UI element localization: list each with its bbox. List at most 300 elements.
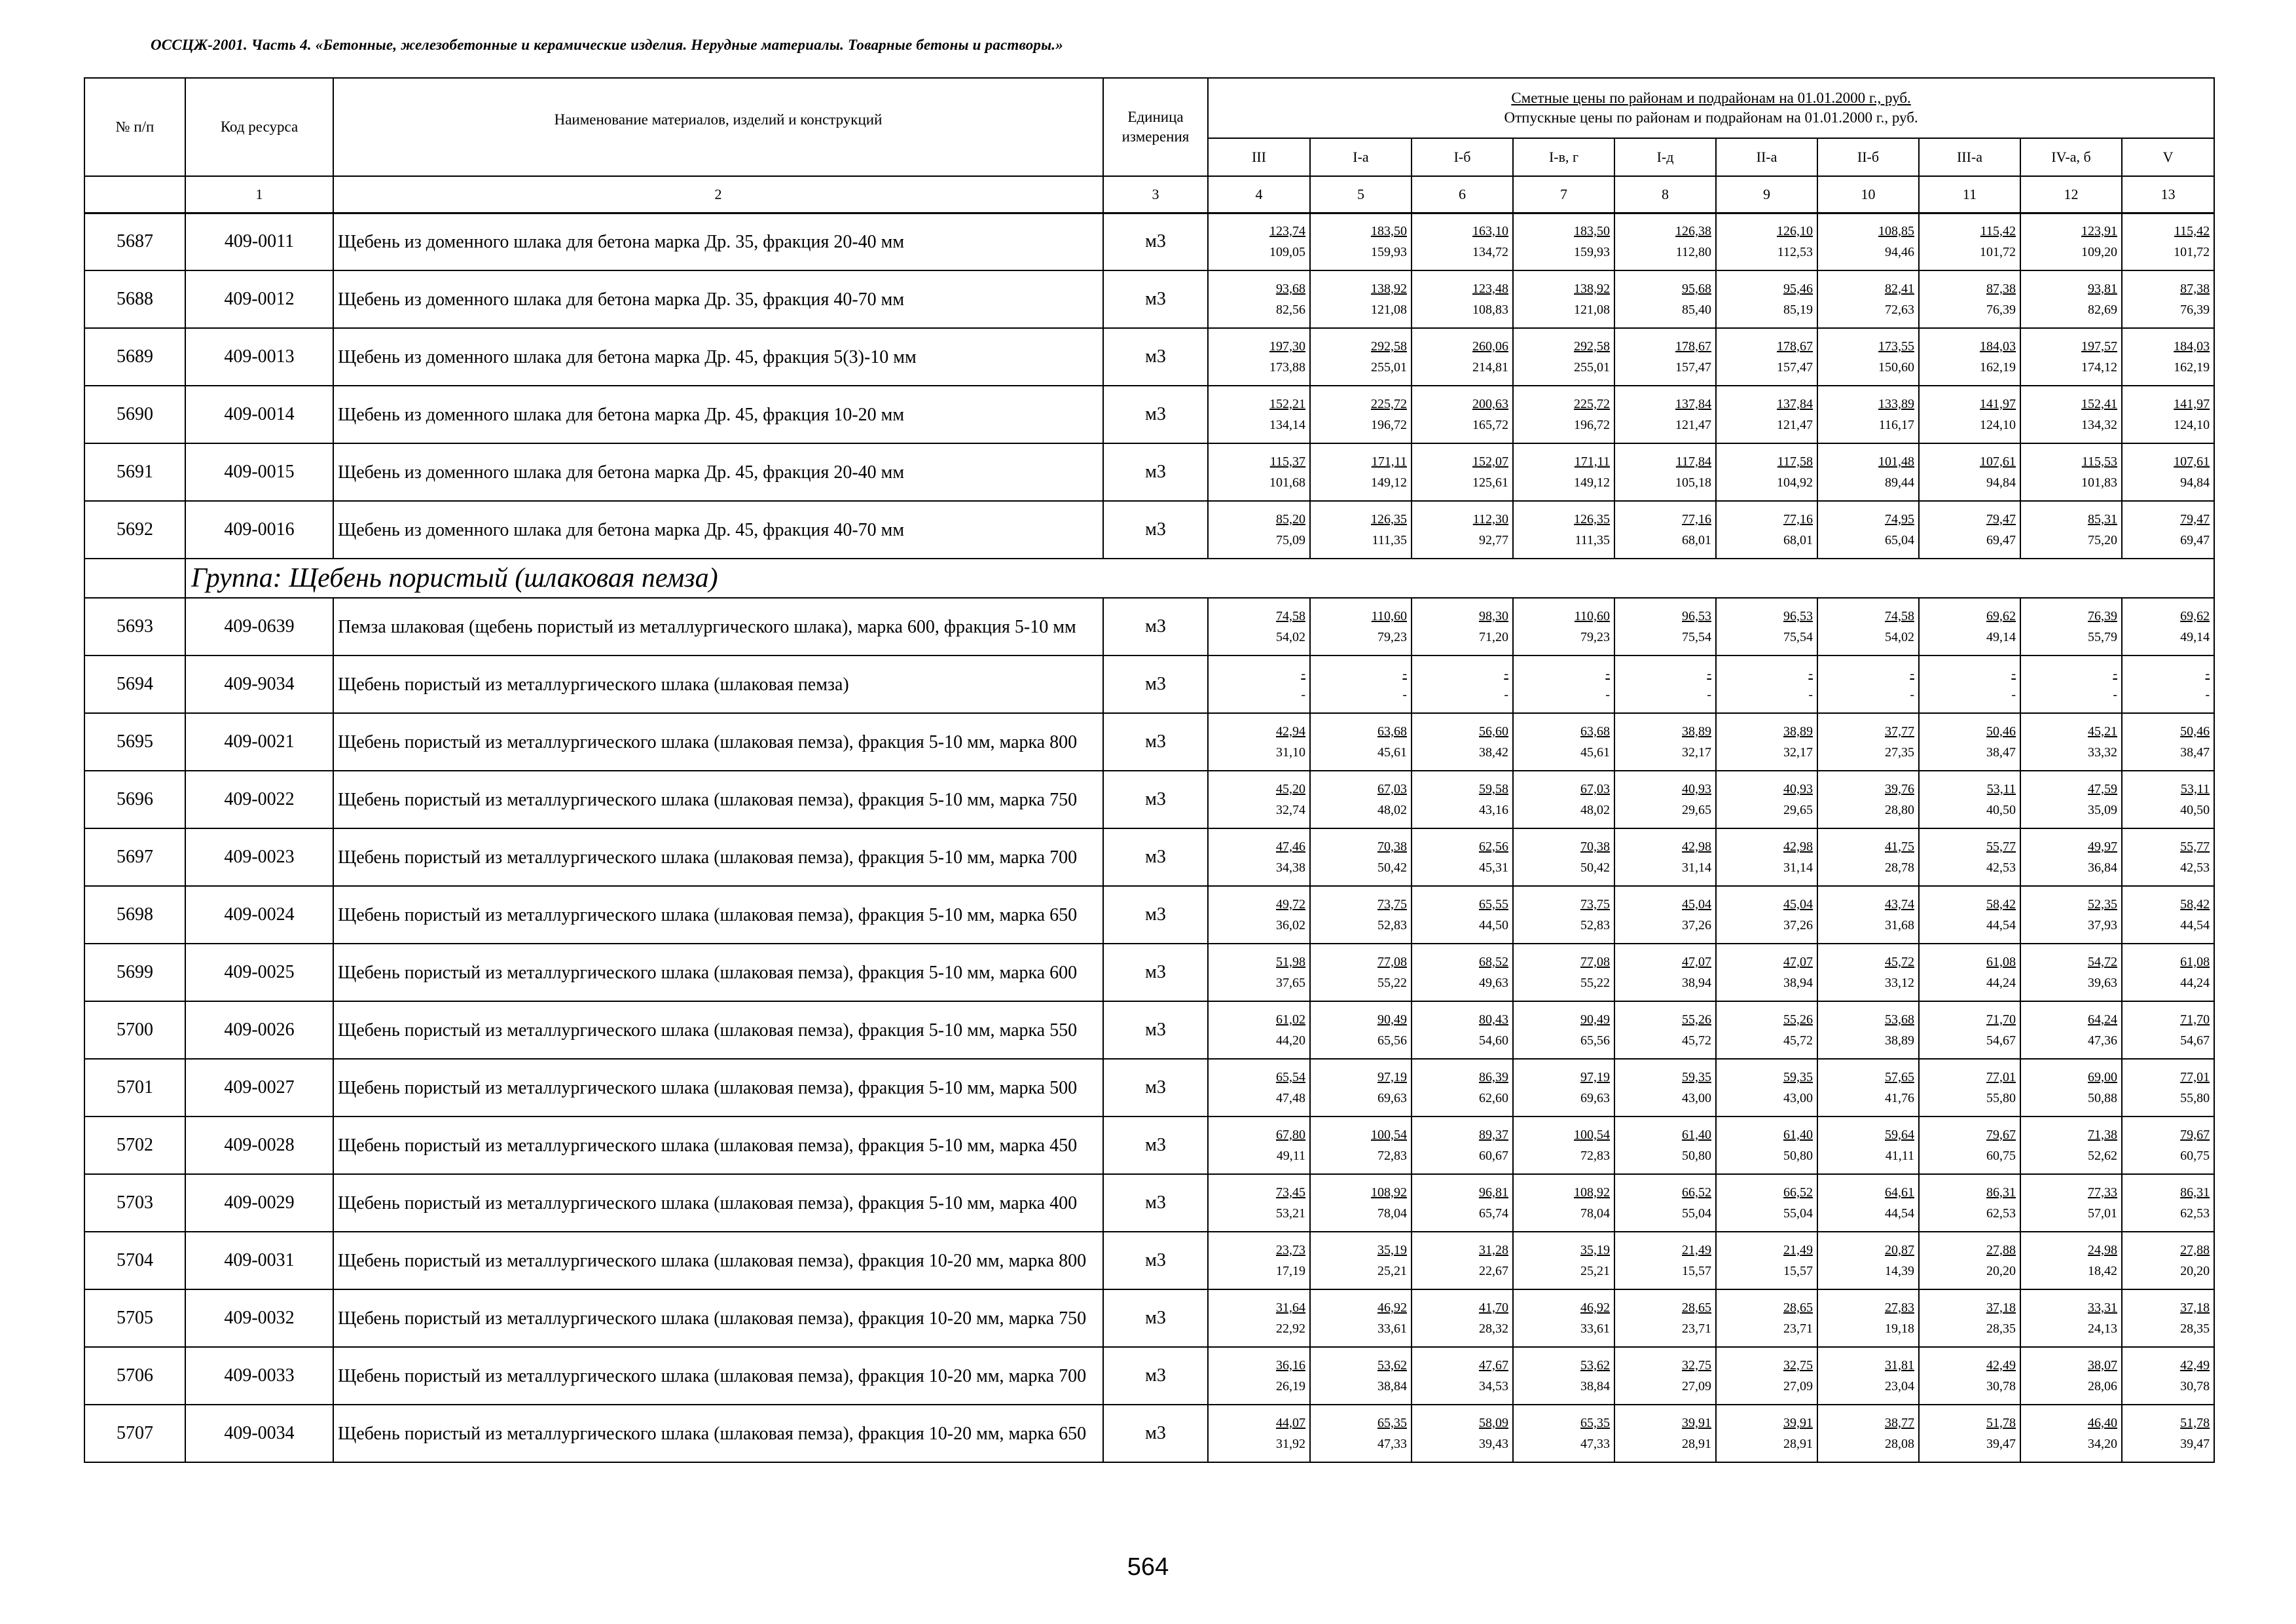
estimate-price: 44,07	[1276, 1416, 1305, 1430]
price-cell	[1412, 501, 1513, 559]
estimate-price: 51,78	[1986, 1416, 2016, 1430]
price-cell	[1817, 1289, 1919, 1347]
price-cell	[2122, 1232, 2214, 1289]
release-price: 79,23	[1377, 630, 1407, 644]
price-cell	[1716, 1405, 1817, 1462]
material-name: Щебень пористый из металлургического шлака (шлаковая пемза), фракция 5-10 мм, марка 600	[333, 944, 1103, 1001]
price-cell	[1817, 886, 1919, 944]
estimate-price: 56,60	[1479, 724, 1508, 739]
price-cell	[1310, 713, 1412, 771]
unit: м3	[1103, 1116, 1208, 1174]
group-row	[84, 559, 2214, 598]
estimate-price: 73,45	[1276, 1185, 1305, 1200]
estimate-price: 107,61	[1980, 454, 2016, 469]
release-price: 34,38	[1276, 860, 1305, 875]
estimate-price: 37,18	[1986, 1301, 2016, 1315]
price-cell	[1208, 828, 1310, 886]
region-header: V	[2122, 138, 2214, 176]
release-price: 37,26	[1783, 918, 1813, 932]
price-cell	[1513, 828, 1614, 886]
price-cell	[1817, 1405, 1919, 1462]
estimate-price: 96,53	[1783, 609, 1813, 623]
release-price: 62,53	[2180, 1206, 2210, 1221]
release-price: 49,63	[1479, 976, 1508, 990]
estimate-price: 260,06	[1472, 339, 1508, 354]
price-cell	[2122, 213, 2214, 270]
estimate-price: 32,75	[1682, 1358, 1711, 1373]
price-cell	[1614, 655, 1716, 713]
price-cell	[1310, 501, 1412, 559]
price-cell	[1412, 944, 1513, 1001]
price-cell	[1817, 1059, 1919, 1116]
release-price: 29,65	[1783, 803, 1813, 817]
price-cell	[1513, 386, 1614, 443]
estimate-price: 58,42	[1986, 897, 2016, 912]
estimate-price: 43,74	[1885, 897, 1914, 912]
table-row	[84, 1347, 2214, 1405]
price-cell	[1513, 598, 1614, 655]
estimate-price: 123,48	[1472, 282, 1508, 296]
estimate-price: -	[1707, 667, 1711, 681]
release-price: 111,35	[1372, 533, 1407, 547]
estimate-price: 42,94	[1276, 724, 1305, 739]
price-cell	[1412, 386, 1513, 443]
row-number: 5689	[84, 328, 185, 386]
estimate-price: 117,58	[1777, 454, 1813, 469]
estimate-price: 97,19	[1377, 1070, 1407, 1084]
price-cell	[1412, 1116, 1513, 1174]
estimate-price: 79,47	[1986, 512, 2016, 526]
estimate-price: 38,07	[2088, 1358, 2117, 1373]
estimate-price: 77,01	[1986, 1070, 2016, 1084]
estimate-price: 117,84	[1675, 454, 1711, 469]
price-cell	[2020, 598, 2122, 655]
price-cell	[1208, 1174, 1310, 1232]
row-number: 5695	[84, 713, 185, 771]
estimate-price: 49,97	[2088, 840, 2117, 854]
material-name: Щебень пористый из металлургического шлака (шлаковая пемза), фракция 5-10 мм, марка 500	[333, 1059, 1103, 1116]
release-price: 149,12	[1574, 475, 1610, 490]
release-price: 39,43	[1479, 1437, 1508, 1451]
price-cell	[2020, 1347, 2122, 1405]
release-price: 159,93	[1574, 245, 1610, 260]
table-row	[84, 886, 2214, 944]
column-number-row	[84, 176, 2214, 213]
price-cell	[1614, 1289, 1716, 1347]
unit: м3	[1103, 944, 1208, 1001]
price-cell	[1310, 1232, 1412, 1289]
table-header	[84, 78, 2214, 213]
release-price: 38,84	[1580, 1379, 1610, 1393]
estimate-price: -	[1910, 667, 1914, 681]
estimate-price: 100,54	[1574, 1128, 1610, 1142]
estimate-price: 52,35	[2088, 897, 2117, 912]
release-price: 255,01	[1371, 360, 1407, 375]
estimate-price: 57,65	[1885, 1070, 1914, 1084]
price-cell	[2020, 1116, 2122, 1174]
price-cell	[1817, 713, 1919, 771]
price-cell	[1513, 944, 1614, 1001]
estimate-price: 95,46	[1783, 282, 1813, 296]
estimate-price: 126,35	[1371, 512, 1407, 526]
price-cell	[1412, 713, 1513, 771]
release-price: 79,23	[1580, 630, 1610, 644]
estimate-price: 42,49	[1986, 1358, 2016, 1373]
release-price: 92,77	[1479, 533, 1508, 547]
estimate-price: 183,50	[1371, 224, 1407, 239]
estimate-price: 85,20	[1276, 512, 1305, 526]
estimate-price: 137,84	[1777, 397, 1813, 411]
estimate-price: 45,04	[1783, 897, 1813, 912]
release-price: 23,04	[1885, 1379, 1914, 1393]
release-price: 69,47	[1986, 533, 2016, 547]
estimate-price: 42,98	[1682, 840, 1711, 854]
release-price: 44,50	[1479, 918, 1508, 932]
release-price: 31,14	[1783, 860, 1813, 875]
estimate-price: 178,67	[1777, 339, 1813, 354]
price-cell	[1310, 771, 1412, 828]
release-price: 50,42	[1580, 860, 1610, 875]
release-price: 39,63	[2088, 976, 2117, 990]
price-cell	[2122, 1405, 2214, 1462]
estimate-price: 39,76	[1885, 782, 1914, 796]
release-price: 22,67	[1479, 1264, 1508, 1278]
estimate-price: 45,04	[1682, 897, 1711, 912]
release-price: 34,53	[1479, 1379, 1508, 1393]
release-price: -	[2011, 688, 2016, 702]
release-price: 19,18	[1885, 1321, 1914, 1336]
table-row	[84, 1116, 2214, 1174]
price-cell	[1513, 1001, 1614, 1059]
price-cell	[1208, 1116, 1310, 1174]
estimate-price: 152,21	[1269, 397, 1305, 411]
region-header: I-а	[1310, 138, 1412, 176]
release-price: 48,02	[1377, 803, 1407, 817]
release-price: 94,84	[2180, 475, 2210, 490]
unit: м3	[1103, 598, 1208, 655]
price-cell	[1208, 1347, 1310, 1405]
price-cell	[1614, 501, 1716, 559]
estimate-price: 74,95	[1885, 512, 1914, 526]
price-cell	[1716, 1174, 1817, 1232]
price-cell	[2020, 213, 2122, 270]
price-cell	[1513, 713, 1614, 771]
unit: м3	[1103, 828, 1208, 886]
estimate-price: 38,89	[1682, 724, 1711, 739]
region-header: II-а	[1716, 138, 1817, 176]
release-price: 60,67	[1479, 1149, 1508, 1163]
price-cell	[1919, 1174, 2020, 1232]
price-cell	[1310, 443, 1412, 501]
estimate-price: 77,08	[1377, 955, 1407, 969]
release-price: 38,94	[1682, 976, 1711, 990]
price-cell	[1716, 1001, 1817, 1059]
estimate-price: 39,91	[1682, 1416, 1711, 1430]
estimate-price: 61,08	[2180, 955, 2210, 969]
estimate-price: -	[1301, 667, 1305, 681]
estimate-price: 23,73	[1276, 1243, 1305, 1257]
region-header: I-б	[1412, 138, 1513, 176]
release-price: 55,79	[2088, 630, 2117, 644]
row-number: 5701	[84, 1059, 185, 1116]
release-price: 75,09	[1276, 533, 1305, 547]
release-price: 38,89	[1885, 1033, 1914, 1048]
release-price: 82,69	[2088, 303, 2117, 317]
table-row	[84, 655, 2214, 713]
estimate-price: 69,62	[1986, 609, 2016, 623]
unit: м3	[1103, 771, 1208, 828]
price-cell	[1919, 443, 2020, 501]
header-code: Код ресурса	[185, 78, 333, 176]
estimate-price: 90,49	[1377, 1012, 1407, 1027]
table-row	[84, 386, 2214, 443]
release-price: 20,20	[1986, 1264, 2016, 1278]
release-price: 27,09	[1682, 1379, 1711, 1393]
estimate-price: 225,72	[1574, 397, 1610, 411]
price-cell	[1513, 1405, 1614, 1462]
release-price: 50,42	[1377, 860, 1407, 875]
price-cell	[2122, 270, 2214, 328]
price-cell	[2122, 1174, 2214, 1232]
estimate-price: 184,03	[2174, 339, 2210, 354]
estimate-price: 39,91	[1783, 1416, 1813, 1430]
release-price: 55,04	[1783, 1206, 1813, 1221]
estimate-price: 173,55	[1878, 339, 1914, 354]
column-number: 3	[1103, 176, 1208, 213]
material-name: Щебень пористый из металлургического шлака (шлаковая пемза), фракция 5-10 мм, марка 800	[333, 713, 1103, 771]
price-cell	[1412, 828, 1513, 886]
price-cell	[1208, 655, 1310, 713]
price-cell	[2020, 886, 2122, 944]
release-price: 55,22	[1580, 976, 1610, 990]
price-cell	[1310, 1289, 1412, 1347]
price-cell	[1614, 213, 1716, 270]
price-cell	[1919, 828, 2020, 886]
price-cell	[2122, 1001, 2214, 1059]
release-price: 157,47	[1675, 360, 1711, 375]
release-price: 109,05	[1269, 245, 1305, 260]
release-price: 52,83	[1377, 918, 1407, 932]
price-cell	[1716, 944, 1817, 1001]
price-cell	[1919, 886, 2020, 944]
release-price: 17,19	[1276, 1264, 1305, 1278]
column-number: 13	[2122, 176, 2214, 213]
resource-code: 409-0028	[185, 1116, 333, 1174]
estimate-price: 74,58	[1885, 609, 1914, 623]
estimate-price: 59,35	[1682, 1070, 1711, 1084]
release-price: 32,17	[1783, 745, 1813, 760]
release-price: 121,08	[1371, 303, 1407, 317]
price-cell	[1513, 1174, 1614, 1232]
release-price: 165,72	[1472, 418, 1508, 432]
estimate-price: 28,65	[1682, 1301, 1711, 1315]
price-cell	[2020, 828, 2122, 886]
release-price: 71,20	[1479, 630, 1508, 644]
price-cell	[1412, 443, 1513, 501]
release-price: 45,72	[1682, 1033, 1711, 1048]
price-cell	[1614, 1116, 1716, 1174]
price-cell	[1208, 944, 1310, 1001]
estimate-price: 65,35	[1377, 1416, 1407, 1430]
price-cell	[1919, 213, 2020, 270]
table-body	[84, 213, 2214, 1462]
price-cell	[1716, 1059, 1817, 1116]
resource-code: 409-0031	[185, 1232, 333, 1289]
release-price: 159,93	[1371, 245, 1407, 260]
estimate-price: 46,92	[1377, 1301, 1407, 1315]
estimate-price: 79,67	[2180, 1128, 2210, 1142]
price-cell	[1412, 1001, 1513, 1059]
price-cell	[2122, 501, 2214, 559]
price-cell	[1919, 1116, 2020, 1174]
estimate-price: 86,31	[1986, 1185, 2016, 1200]
material-name: Щебень пористый из металлургического шлака (шлаковая пемза), фракция 5-10 мм, марка 700	[333, 828, 1103, 886]
estimate-price: 65,54	[1276, 1070, 1305, 1084]
resource-code: 409-0012	[185, 270, 333, 328]
release-price: 31,92	[1276, 1437, 1305, 1451]
price-cell	[2020, 386, 2122, 443]
release-price: 68,01	[1682, 533, 1711, 547]
release-price: 76,39	[1986, 303, 2016, 317]
estimate-price: 35,19	[1580, 1243, 1610, 1257]
price-cell	[1310, 1001, 1412, 1059]
release-price: 150,60	[1878, 360, 1914, 375]
price-cell	[2020, 1232, 2122, 1289]
table-row	[84, 771, 2214, 828]
estimate-price: 79,67	[1986, 1128, 2016, 1142]
estimate-price: 73,75	[1580, 897, 1610, 912]
price-cell	[1614, 1347, 1716, 1405]
release-price: 112,53	[1777, 245, 1813, 260]
price-cell	[1208, 1232, 1310, 1289]
estimate-price: 115,42	[2174, 224, 2210, 239]
estimate-price: 45,21	[2088, 724, 2117, 739]
release-price: 44,54	[1885, 1206, 1914, 1221]
row-number: 5702	[84, 1116, 185, 1174]
price-title-release: Отпускные цены по районам и подрайонам на 01.01.2000 г., руб.	[1504, 109, 1918, 126]
price-cell	[2020, 1174, 2122, 1232]
price-cell	[1208, 270, 1310, 328]
release-price: 30,78	[1986, 1379, 2016, 1393]
estimate-price: 62,56	[1479, 840, 1508, 854]
estimate-price: 85,31	[2088, 512, 2117, 526]
release-price: 33,12	[1885, 976, 1914, 990]
price-cell	[1919, 713, 2020, 771]
price-cell	[1716, 1347, 1817, 1405]
estimate-price: 36,16	[1276, 1358, 1305, 1373]
estimate-price: 69,62	[2180, 609, 2210, 623]
estimate-price: 100,54	[1371, 1128, 1407, 1142]
estimate-price: 87,38	[1986, 282, 2016, 296]
price-cell	[1919, 328, 2020, 386]
release-price: 78,04	[1377, 1206, 1407, 1221]
estimate-price: 31,64	[1276, 1301, 1305, 1315]
price-cell	[2020, 771, 2122, 828]
resource-code: 409-0024	[185, 886, 333, 944]
estimate-price: 50,46	[2180, 724, 2210, 739]
release-price: 31,10	[1276, 745, 1305, 760]
release-price: 23,71	[1783, 1321, 1813, 1336]
release-price: 41,11	[1885, 1149, 1914, 1163]
price-cell	[2122, 828, 2214, 886]
release-price: 134,32	[2081, 418, 2117, 432]
price-cell	[1310, 1174, 1412, 1232]
unit: м3	[1103, 501, 1208, 559]
material-name: Щебень пористый из металлургического шлака (шлаковая пемза), фракция 5-10 мм, марка 550	[333, 1001, 1103, 1059]
estimate-price: -	[1402, 667, 1407, 681]
release-price: 68,01	[1783, 533, 1813, 547]
price-cell	[1412, 1174, 1513, 1232]
estimate-price: 123,74	[1269, 224, 1305, 239]
release-price: 134,14	[1269, 418, 1305, 432]
estimate-price: 178,67	[1675, 339, 1711, 354]
release-price: 196,72	[1371, 418, 1407, 432]
region-header: II-б	[1817, 138, 1919, 176]
price-cell	[1919, 1289, 2020, 1347]
price-cell	[1716, 501, 1817, 559]
release-price: 42,53	[2180, 860, 2210, 875]
price-cell	[1310, 386, 1412, 443]
estimate-price: 35,19	[1377, 1243, 1407, 1257]
estimate-price: 70,38	[1377, 840, 1407, 854]
release-price: 42,53	[1986, 860, 2016, 875]
estimate-price: 197,30	[1269, 339, 1305, 354]
price-cell	[1614, 886, 1716, 944]
material-name: Щебень из доменного шлака для бетона марка Др. 35, фракция 40-70 мм	[333, 270, 1103, 328]
estimate-price: 53,11	[1986, 782, 2016, 796]
release-price: 28,32	[1479, 1321, 1508, 1336]
estimate-price: 184,03	[1980, 339, 2016, 354]
price-cell	[1513, 1059, 1614, 1116]
group-spacer	[84, 559, 185, 598]
release-price: 149,12	[1371, 475, 1407, 490]
price-cell	[1412, 1405, 1513, 1462]
estimate-price: 86,39	[1479, 1070, 1508, 1084]
release-price: 89,44	[1885, 475, 1914, 490]
estimate-price: 46,92	[1580, 1301, 1610, 1315]
release-price: 28,35	[2180, 1321, 2210, 1336]
price-cell	[1716, 328, 1817, 386]
estimate-price: 138,92	[1574, 282, 1610, 296]
release-price: 72,83	[1377, 1149, 1407, 1163]
table-row	[84, 598, 2214, 655]
price-cell	[1817, 1001, 1919, 1059]
price-cell	[1208, 501, 1310, 559]
release-price: 15,57	[1783, 1264, 1813, 1278]
estimate-price: 53,62	[1580, 1358, 1610, 1373]
estimate-price: 77,08	[1580, 955, 1610, 969]
price-cell	[2020, 443, 2122, 501]
column-number: 1	[185, 176, 333, 213]
estimate-price: 80,43	[1479, 1012, 1508, 1027]
price-cell	[1412, 655, 1513, 713]
resource-code: 409-0022	[185, 771, 333, 828]
price-cell	[1716, 598, 1817, 655]
estimate-price: 55,77	[2180, 840, 2210, 854]
material-name: Щебень пористый из металлургического шлака (шлаковая пемза), фракция 5-10 мм, марка 650	[333, 886, 1103, 944]
price-cell	[1919, 1405, 2020, 1462]
estimate-price: 53,11	[2180, 782, 2210, 796]
release-price: 44,20	[1276, 1033, 1305, 1048]
release-price: -	[1910, 688, 1914, 702]
release-price: 124,10	[1980, 418, 2016, 432]
estimate-price: 76,39	[2088, 609, 2117, 623]
estimate-price: 61,02	[1276, 1012, 1305, 1027]
release-price: 43,00	[1682, 1091, 1711, 1105]
release-price: 105,18	[1675, 475, 1711, 490]
estimate-price: 137,84	[1675, 397, 1711, 411]
release-price: 28,08	[1885, 1437, 1914, 1451]
